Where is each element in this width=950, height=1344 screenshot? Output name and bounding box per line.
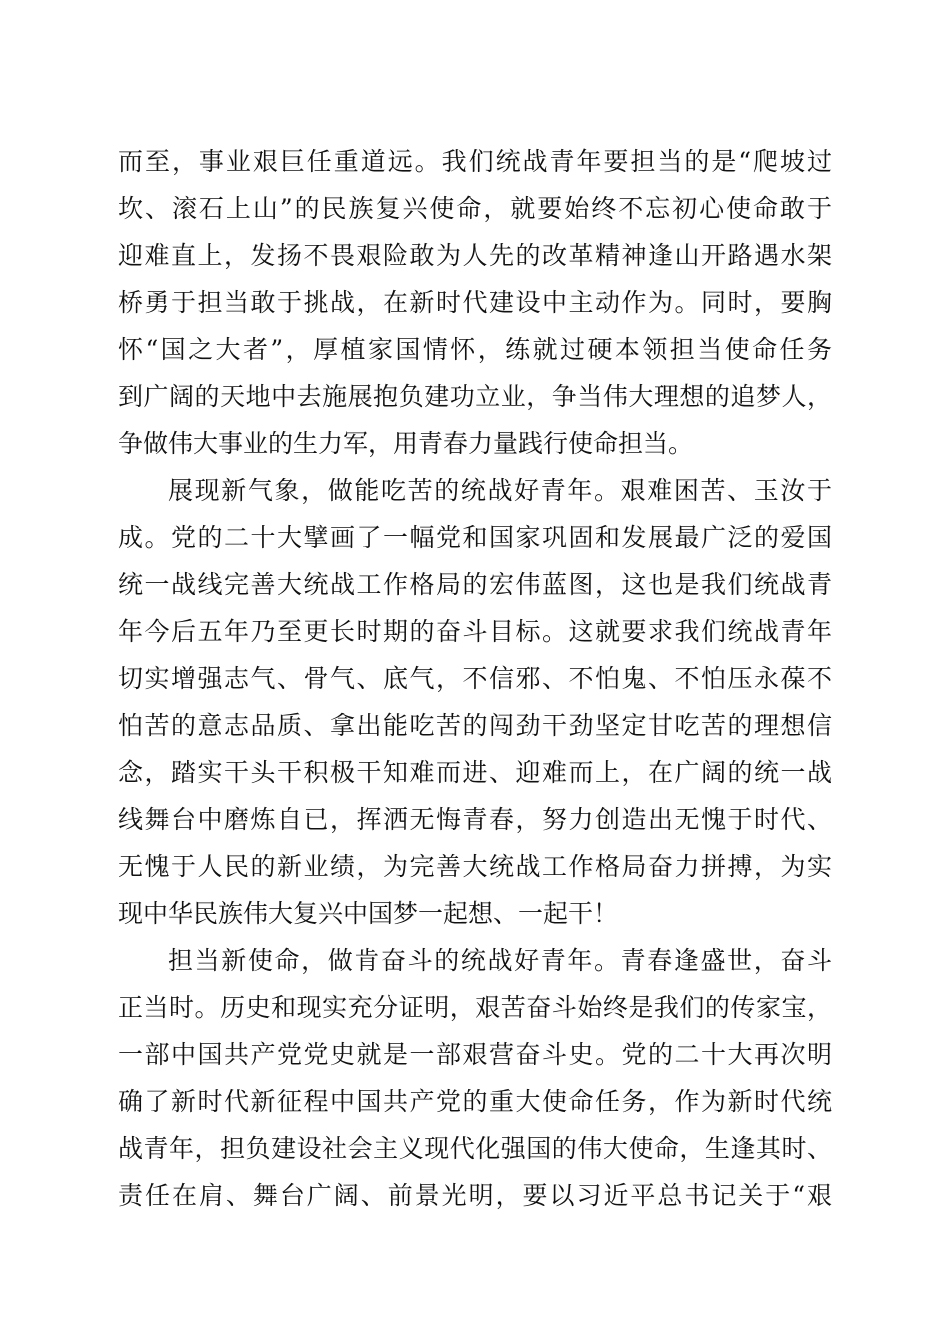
text-line: 统一战线完善大统战工作格局的宏伟蓝图，这也是我们统战青 bbox=[118, 570, 832, 599]
text-line: 现中华民族伟大复兴中国梦一起想、一起干！ bbox=[118, 899, 619, 928]
text-line: 成。党的二十大擘画了一幅党和国家巩固和发展最广泛的爱国 bbox=[118, 523, 832, 552]
text-line: 责任在肩、舞台广阔、前景光明，要以习近平总书记关于“艰 bbox=[118, 1181, 832, 1210]
paragraph-1 bbox=[118, 138, 832, 467]
text-line: 担当新使命，做肯奋斗的统战好青年。青春逢盛世，奋斗 bbox=[168, 946, 832, 975]
text-line: 无愧于人民的新业绩，为完善大统战工作格局奋力拼搏，为实 bbox=[118, 852, 832, 881]
paragraph-2 bbox=[118, 467, 832, 937]
text-line: 确了新时代新征程中国共产党的重大使命任务，作为新时代统 bbox=[118, 1087, 832, 1116]
text-line: 一部中国共产党党史就是一部艰营奋斗史。党的二十大再次明 bbox=[118, 1040, 832, 1069]
text-line: 战青年，担负建设社会主义现代化强国的伟大使命，生逢其时、 bbox=[118, 1134, 832, 1163]
text-line: 坎、滚石上山”的民族复兴使命，就要始终不忘初心使命敢于 bbox=[118, 194, 832, 223]
text-line: 展现新气象，做能吃苦的统战好青年。艰难困苦、玉汝于 bbox=[168, 476, 832, 505]
text-line: 桥勇于担当敢于挑战，在新时代建设中主动作为。同时，要胸 bbox=[118, 288, 832, 317]
document-body bbox=[118, 138, 832, 1219]
text-line: 年今后五年乃至更长时期的奋斗目标。这就要求我们统战青年 bbox=[118, 617, 832, 646]
text-line: 线舞台中磨炼自已，挥洒无悔青春，努力创造出无愧于时代、 bbox=[118, 805, 832, 834]
text-line: 而至，事业艰巨任重道远。我们统战青年要担当的是“爬坡过 bbox=[118, 147, 832, 176]
text-line: 念，踏实干头干积极干知难而进、迎难而上，在广阔的统一战 bbox=[118, 758, 832, 787]
text-line: 到广阔的天地中去施展抱负建功立业，争当伟大理想的追梦人， bbox=[118, 382, 832, 411]
text-line: 怕苦的意志品质、拿出能吃苦的闯劲干劲坚定甘吃苦的理想信 bbox=[118, 711, 832, 740]
paragraph-3 bbox=[118, 937, 832, 1219]
text-line: 正当时。历史和现实充分证明，艰苦奋斗始终是我们的传家宝， bbox=[118, 993, 832, 1022]
text-line: 怀“国之大者”，厚植家国情怀，练就过硬本领担当使命任务 bbox=[118, 335, 832, 364]
text-line: 争做伟大事业的生力军，用青春力量践行使命担当。 bbox=[118, 429, 694, 458]
text-line: 迎难直上，发扬不畏艰险敢为人先的改革精神逢山开路遇水架 bbox=[118, 241, 832, 270]
text-line: 切实增强志气、骨气、底气，不信邪、不怕鬼、不怕压永葆不 bbox=[118, 664, 832, 693]
